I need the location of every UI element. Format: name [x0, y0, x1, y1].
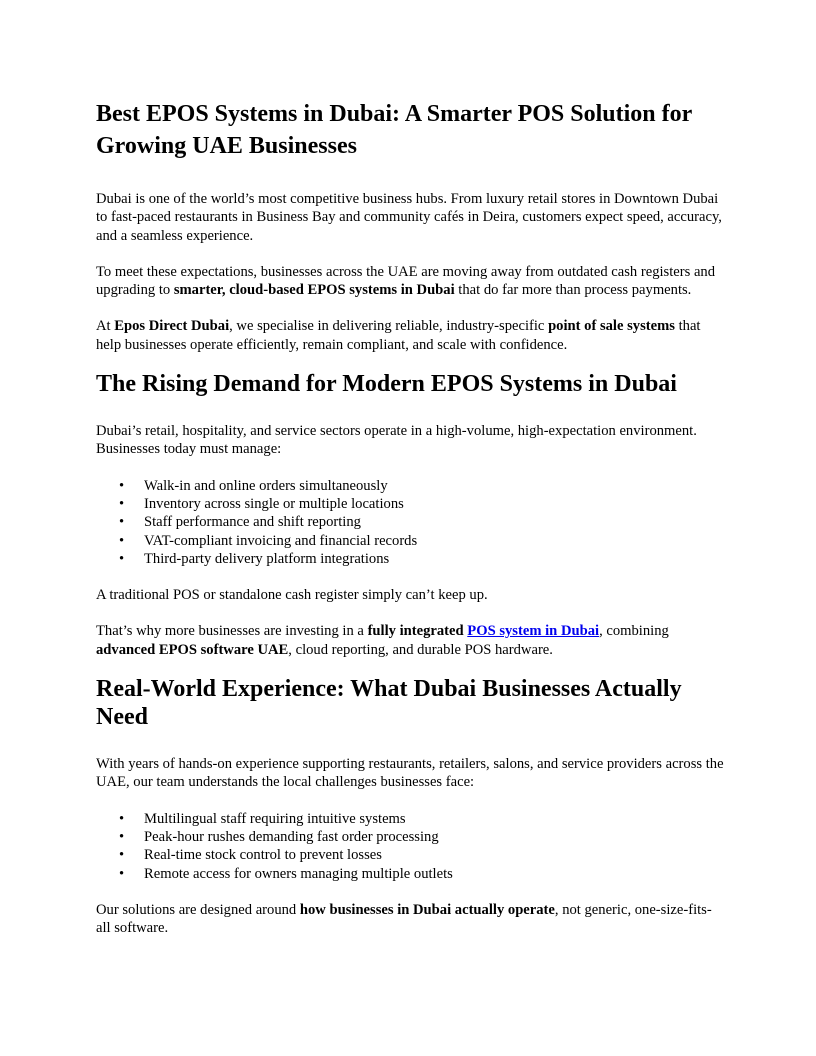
list-item — [119, 477, 724, 495]
document-page — [96, 98, 724, 937]
text-run: That’s why more businesses are investing in a — [96, 623, 368, 640]
bullet-glyph: • — [119, 477, 125, 494]
pos-system-dubai-link[interactable]: POS system in Dubai — [467, 623, 600, 640]
bold-run: how businesses in Dubai actually operate — [299, 901, 555, 918]
experience-bullet-list — [96, 810, 724, 883]
list-item — [119, 513, 724, 531]
demand-bullet-list — [96, 477, 724, 568]
page-title: Best EPOS Systems in Dubai: A Smarter POS Solution for Growing UAE Businesses — [96, 101, 692, 159]
bullet-glyph: • — [119, 828, 125, 845]
text-run: that do far more than process payments. — [454, 282, 692, 299]
intro-paragraph-1: Dubai is one of the world’s most competitive business hubs. From luxury retail stores in Downtown Dubai to fast-paced restaurants in Business Bay and community cafés in Deira, customers expect speed, accuracy, and a seamless experience. — [96, 191, 722, 244]
experience-paragraph-2 — [96, 901, 724, 938]
list-item — [119, 828, 724, 846]
intro-paragraph-3 — [96, 317, 724, 354]
list-item — [119, 810, 724, 828]
list-item-text: VAT-compliant invoicing and financial records — [144, 532, 418, 549]
text-run: At — [96, 318, 115, 335]
demand-paragraph-3 — [96, 622, 724, 659]
intro-paragraph-2 — [96, 263, 724, 300]
text-run: Our solutions are designed around — [96, 901, 300, 918]
list-item — [119, 532, 724, 550]
list-item-text: Multilingual staff requiring intuitive systems — [144, 810, 406, 827]
bullet-glyph: • — [119, 810, 125, 827]
bold-run: Epos Direct Dubai — [114, 318, 230, 335]
bold-run: point of sale systems — [548, 318, 675, 335]
bullet-glyph: • — [119, 550, 125, 567]
bullet-glyph: • — [119, 495, 125, 512]
list-item-text: Real-time stock control to prevent losses — [144, 847, 382, 864]
bold-run: advanced EPOS software UAE — [96, 641, 289, 658]
bullet-glyph: • — [119, 514, 125, 531]
list-item-text: Remote access for owners managing multiple outlets — [144, 865, 453, 882]
bullet-glyph: • — [119, 847, 125, 864]
list-item — [119, 495, 724, 513]
section-heading-demand: The Rising Demand for Modern EPOS Systems in Dubai — [96, 371, 677, 398]
section-heading-experience: Real-World Experience: What Dubai Businesses Actually Need — [96, 676, 682, 731]
bullet-glyph: • — [119, 865, 125, 882]
list-item-text: Third-party delivery platform integrations — [144, 550, 390, 567]
text-run: that help businesses operate efficiently, remain compliant, and scale with confidence. — [96, 318, 701, 353]
list-item — [119, 865, 724, 883]
text-run: , cloud reporting, and durable POS hardware. — [288, 641, 553, 658]
list-item — [119, 550, 724, 568]
text-run: , we specialise in delivering reliable, industry-specific — [229, 318, 549, 335]
bullet-glyph: • — [119, 532, 125, 549]
bold-run: fully integrated — [367, 623, 464, 640]
text-run: , not generic, one-size-fits-all software. — [96, 901, 712, 937]
list-item-text: Walk-in and online orders simultaneously — [144, 477, 388, 494]
experience-paragraph-1: With years of hands-on experience supporting restaurants, retailers, salons, and service providers across the UAE, our team understands the local challenges businesses face: — [96, 756, 724, 791]
demand-paragraph-1: Dubai’s retail, hospitality, and service sectors operate in a high-volume, high-expectation environment. Businesses today must manage: — [96, 423, 697, 458]
demand-paragraph-2: A traditional POS or standalone cash register simply can’t keep up. — [96, 587, 488, 604]
text-run: , combining — [599, 623, 669, 640]
list-item-text: Peak-hour rushes demanding fast order processing — [144, 828, 439, 845]
list-item — [119, 846, 724, 864]
text-run: To meet these expectations, businesses across the UAE are moving away from outdated cash registers and upgrading to — [96, 263, 716, 299]
bold-run: smarter, cloud-based EPOS systems in Dubai — [173, 282, 455, 299]
list-item-text: Staff performance and shift reporting — [144, 514, 361, 531]
list-item-text: Inventory across single or multiple locations — [144, 495, 404, 512]
